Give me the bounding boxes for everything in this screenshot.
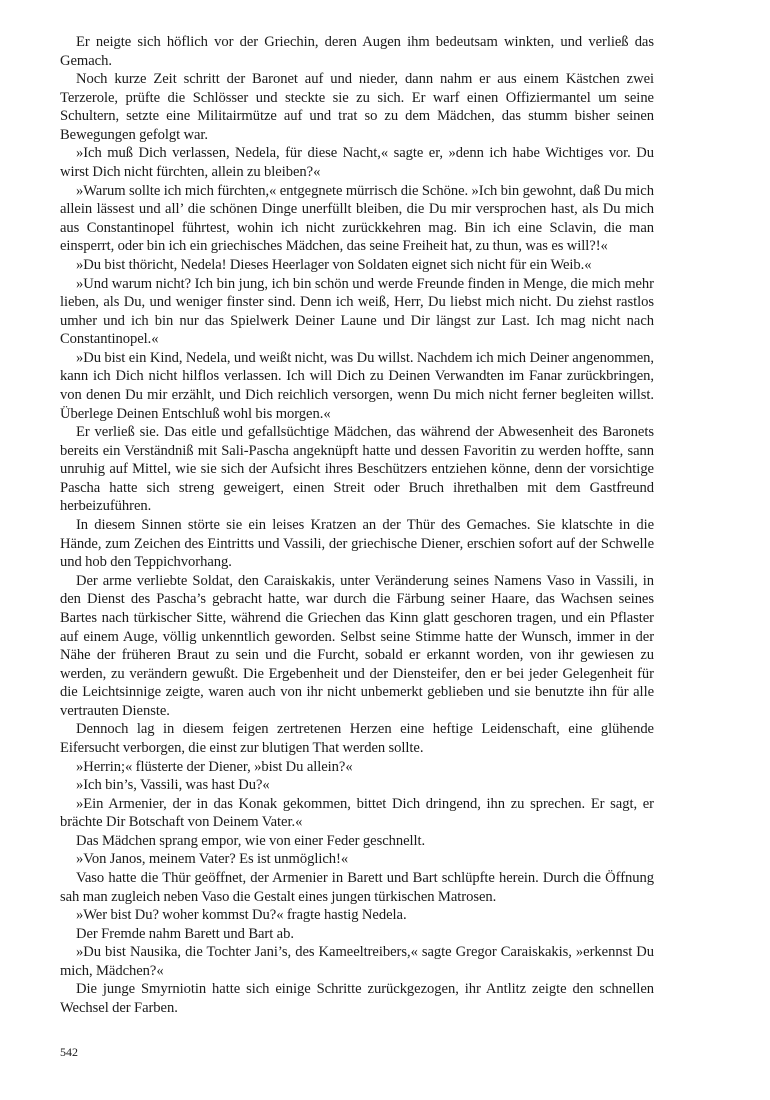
paragraph: Das Mädchen sprang empor, wie von einer Feder geschnellt. — [76, 832, 426, 849]
paragraph: »Du bist Nausika, die Tochter Jani’s, des Kameeltreibers,« sagte Gregor Caraiskakis, »erkennst Du mich, Mädchen?« — [60, 944, 654, 979]
paragraph: In diesem Sinnen störte sie ein leises Kratzen an der Thür des Gemaches. Sie klatschte in die Hände, zum Zeichen des Eintritts und Vassili, der griechische Diener, erschien sofort auf der Schwelle und hob den Teppichvorhang. — [60, 517, 654, 571]
paragraph: »Du bist ein Kind, Nedela, und weißt nicht, was Du willst. Nachdem ich mich Deiner angenommen, kann ich Dich nicht hilflos verlassen. Ich will Dich zu Deinen Verwandten im Fanar zurückbringen, von denen Du mir erzählt, und Dich reichlich versorgen, wenn Du mich nicht ferner begleiten willst. Überlege Deinen Entschluß wohl bis morgen.« — [60, 349, 654, 422]
paragraph: Er verließ sie. Das eitle und gefallsüchtige Mädchen, das während der Abwesenheit des Baronets bereits ein Verständniß mit Sali-Pascha angeknüpft hatte und dessen Favoritin zu werden hoffte, sann unruhig auf Mittel, wie sie sich der Aufsicht ihres Beschützers entziehen könne, denn der vorsichtige Pascha hatte sich streng geweigert, einen Streit oder Bruch ihrethalben mit dem Gastfreund herbeizuführen. — [60, 424, 654, 515]
page-number: 542 — [60, 1045, 78, 1059]
paragraph: »Warum sollte ich mich fürchten,« entgegnete mürrisch die Schöne. »Ich bin gewohnt, daß Du mich allein lässest und all’ die schönen Dinge unerfüllt bleiben, die Du mir versprochen hast, als Du mich aus Constantinopel führtest, wohin ich nicht zurückkehren mag. Bin ich eine Sclavin, die man einsperrt, oder bin ich ein griechisches Mädchen, das seine Freiheit hat, zu thun, was es will?!« — [60, 182, 654, 255]
paragraph: »Wer bist Du? woher kommst Du?« fragte hastig Nedela. — [76, 907, 407, 924]
paragraph: Der arme verliebte Soldat, den Caraiskakis, unter Veränderung seines Namens Vaso in Vassili, in den Dienst des Pascha’s gebracht hatte, war durch die Färbung seiner Haare, das Wachsen seines Bartes nach türkischer Sitte, während die Griechen das Kinn glatt geschoren tragen, und ein Pflaster auf einem Auge, völlig unkenntlich geworden. Selbst seine Stimme hatte der Wunsch, immer in der Nähe der früheren Braut zu sein und die Furcht, sobald er erkannt worden, von ihr gewiesen zu werden, zu verändern gewußt. Die Ergebenheit und der Diensteifer, den er bei jeder Gelegenheit für die Leichtsinnige zeigte, waren auch von ihr nicht unbemerkt geblieben und sie benutzte ihn für alle vertrauten Dienste. — [60, 572, 654, 719]
paragraph: »Von Janos, meinem Vater? Es ist unmöglich!« — [76, 851, 349, 868]
paragraph: »Du bist thöricht, Nedela! Dieses Heerlager von Soldaten eignet sich nicht für ein Weib.« — [76, 256, 592, 273]
paragraph: Dennoch lag in diesem feigen zertretenen Herzen eine heftige Leidenschaft, eine glühende Eifersucht verborgen, die einst zur blutigen That werden sollte. — [60, 721, 654, 756]
paragraph: »Ich bin’s, Vassili, was hast Du?« — [76, 777, 270, 794]
paragraph: »Ich muß Dich verlassen, Nedela, für diese Nacht,« sagte er, »denn ich habe Wichtiges vor. Du wirst Dich nicht fürchten, allein zu bleiben?« — [60, 145, 654, 181]
paragraph: Er neigte sich höflich vor der Griechin, deren Augen ihm bedeutsam winkten, und verließ das Gemach. — [60, 34, 654, 69]
paragraph: Der Fremde nahm Barett und Bart ab. — [76, 925, 294, 942]
paragraph: »Und warum nicht? Ich bin jung, ich bin schön und werde Freunde finden in Menge, die mich mehr lieben, als Du, und weniger finster sind. Denn ich weiß, Herr, Du liebst mich nicht. Du ziehst rastlos umher und ich bin nur das Spielwerk Deiner Laune und Dir längst zur Last. Ich mag nicht nach Constantinopel.« — [60, 275, 654, 348]
paragraph: Die junge Smyrniotin hatte sich einige Schritte zurückgezogen, ihr Antlitz zeigte den schnellen Wechsel der Farben. — [60, 981, 654, 1017]
paragraph: »Ein Armenier, der in das Konak gekommen, bittet Dich dringend, ihn zu sprechen. Er sagt, er brächte Dir Botschaft von Deinem Vater.« — [60, 795, 654, 831]
paragraph: Vaso hatte die Thür geöffnet, der Armenier in Barett und Bart schlüpfte herein. Durch die Öffnung sah man zugleich neben Vaso die Gestalt eines jungen türkischen Matrosen. — [60, 870, 654, 905]
paragraph: »Herrin;« flüsterte der Diener, »bist Du allein?« — [76, 758, 353, 775]
page-body — [60, 33, 654, 1018]
paragraph: Noch kurze Zeit schritt der Baronet auf und nieder, dann nahm er aus einem Kästchen zwei Terzerole, prüfte die Schlösser und steckte sie zu sich. Er warf einen Offiziermantel um seine Schultern, setzte eine Militairmütze auf und trat so zu dem Mädchen, das stumm bisher seinen Bewegungen gefolgt war. — [60, 71, 654, 143]
